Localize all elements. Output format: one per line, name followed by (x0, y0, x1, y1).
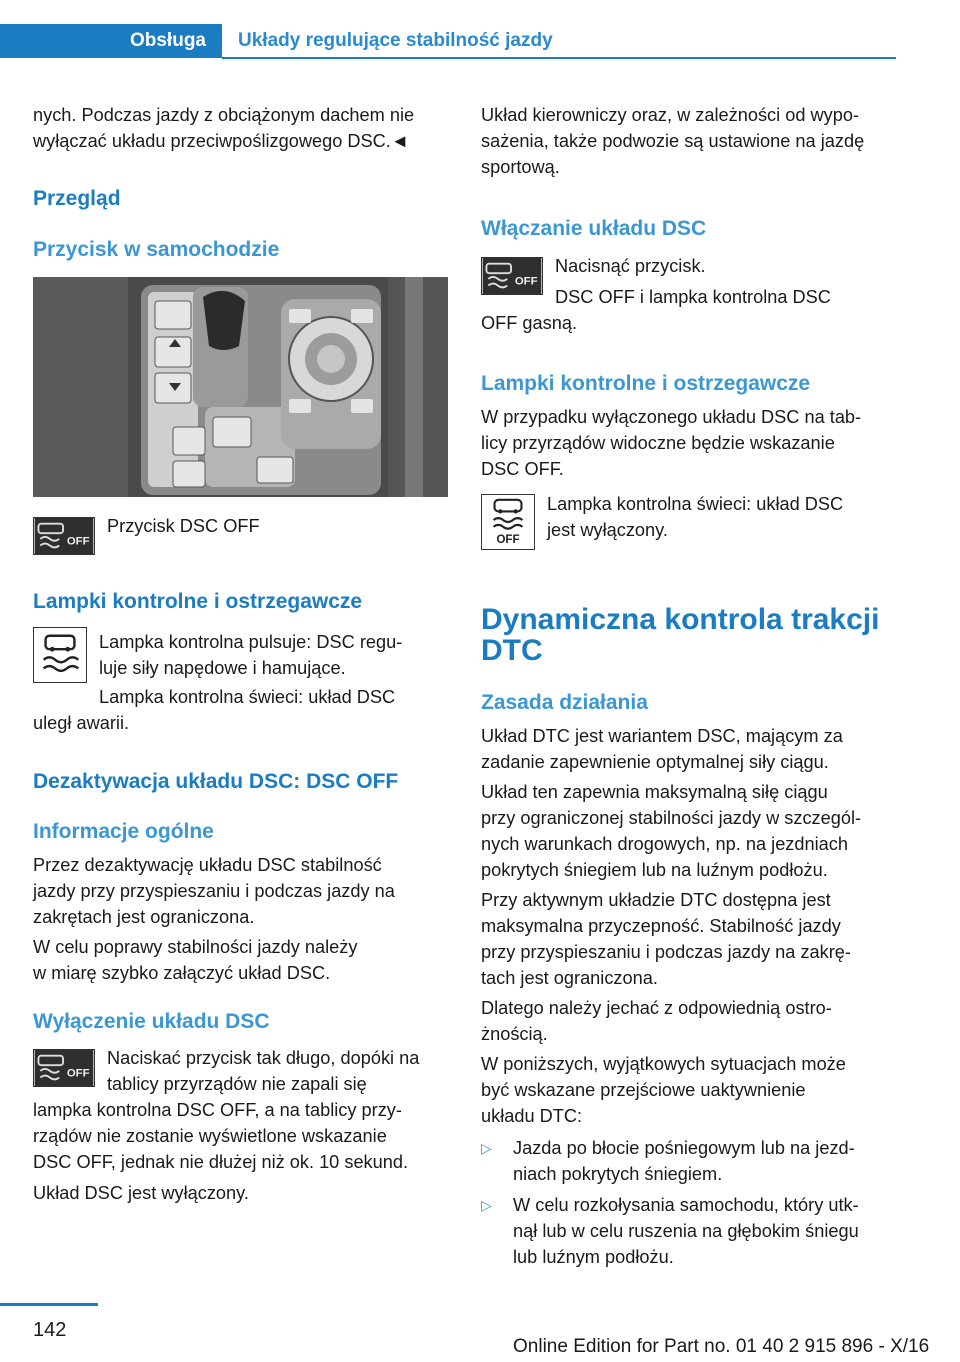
active-line-4: tach jest ograniczona. (481, 968, 658, 988)
lamp2-line-2: uległ awarii. (33, 713, 130, 733)
improve-line-1: W celu poprawy stabilności jazdy należy (33, 937, 358, 957)
dsc-off-button-icon (33, 517, 95, 555)
switch-off-line-1: Naciskać przycisk tak długo, dopóki na (107, 1048, 420, 1068)
switch-off-line-4: rządów nie zostanie wyświetlone wskazanie (33, 1126, 387, 1146)
right-intro-line-2: sażenia, także podwozie są ustawione na jazdę (481, 131, 865, 151)
max-line-1: Układ ten zapewnia maksymalną siłę ciągu (481, 782, 828, 802)
page-number: 142 (33, 1319, 67, 1341)
active-line-1: Przy aktywnym układzie DTC dostępna jest (481, 890, 831, 910)
heading-lamps-left: Lampki kontrolne i ostrzegawcze (33, 590, 363, 613)
header-rule (222, 57, 896, 59)
lamps-right-line-2: licy przyrządów widoczne będzie wskazanie (481, 433, 835, 453)
lamps-right-line-1: W przypadku wyłączonego układu DSC na tab‐ (481, 407, 862, 427)
dsc-off-button-icon (33, 1049, 95, 1087)
active-line-2: maksymalna przyczepność. Stabilność jazdy (481, 916, 841, 936)
svg-text:OFF: OFF (514, 275, 538, 288)
heading-overview: Przegląd (33, 187, 121, 210)
bullet-triangle-icon: ▷ (481, 1197, 492, 1213)
situations-line-3: układu DTC: (481, 1106, 583, 1126)
heading-dtc-line-2: DTC (481, 634, 543, 667)
principle-line-1: Układ DTC jest wariantem DSC, mającym za (481, 726, 843, 746)
max-line-3: nych warunkach drogowych, np. na jezdniach (481, 834, 849, 854)
general-line-3: zakrętach jest ograniczona. (33, 907, 255, 927)
intro-line-2: wyłączać układu przeciwpoślizgowego DSC.◄ (33, 131, 409, 151)
section-tab: Obsługa (0, 24, 222, 58)
switch-on-result-line-1: DSC OFF i lampka kontrolna DSC (555, 287, 831, 307)
switch-off-line-3: lampka kontrolna DSC OFF, a na tablicy przy‐ (33, 1100, 402, 1120)
console-photo (33, 277, 448, 497)
dsc-lamp-icon (33, 627, 87, 683)
footer-rule (0, 1303, 98, 1306)
heading-switch-on: Włączanie układu DSC (481, 217, 707, 240)
active-line-3: przy przyspieszaniu i podczas jazdy na zakrę‐ (481, 942, 851, 962)
lamp1-line-2: luje siły napędowe i hamujące. (99, 658, 346, 678)
max-line-2: przy ograniczonej stabilności jazdy w szczegól‐ (481, 808, 862, 828)
heading-switch-off: Wyłączenie układu DSC (33, 1010, 270, 1033)
switched-off-note: Układ DSC jest wyłączony. (33, 1183, 249, 1203)
svg-text:OFF: OFF (66, 535, 90, 548)
heading-lamps-right: Lampki kontrolne i ostrzegawcze (481, 372, 811, 395)
bullet2-line-3: lub luźnym podłożu. (513, 1247, 674, 1267)
heading-principle: Zasada działania (481, 691, 648, 714)
chapter-title: Układy regulujące stabilność jazdy (238, 30, 553, 51)
edition-note: Online Edition for Part no. 01 40 2 915 896 - X/16 (513, 1336, 930, 1357)
dsc-off-lamp-icon (481, 494, 535, 550)
principle-line-2: zadanie zapewnienie optymalnej siły ciągu. (481, 752, 829, 772)
lamp-on-line-1: Lampka kontrolna świeci: układ DSC (547, 494, 844, 514)
heading-dtc-line-1: Dynamiczna kontrola trakcji (481, 603, 880, 636)
lamp1-line-1: Lampka kontrolna pulsuje: DSC regu‐ (99, 632, 403, 652)
switch-on-press: Nacisnąć przycisk. (555, 256, 706, 276)
improve-line-2: w miarę szybko załączyć układ DSC. (33, 963, 331, 983)
intro-line-1: nych. Podczas jazdy z obciążonym dachem nie (33, 105, 415, 125)
right-intro-line-3: sportową. (481, 157, 560, 177)
care-line-1: Dlatego należy jechać z odpowiednią ostro‐ (481, 998, 832, 1018)
switch-on-result-line-2: OFF gasną. (481, 313, 578, 333)
bullet-triangle-icon: ▷ (481, 1140, 492, 1156)
heading-button-in-car: Przycisk w samochodzie (33, 238, 280, 261)
bullet2-line-2: nął lub w celu ruszenia na głębokim śniegu (513, 1221, 859, 1241)
switch-off-line-2: tablicy przyrządów nie zapali się (107, 1074, 367, 1094)
situations-line-2: być wskazane przejściowe uaktywnienie (481, 1080, 806, 1100)
max-line-4: pokrytych śniegiem lub na luźnym podłożu. (481, 860, 828, 880)
dsc-off-button-icon (481, 257, 543, 295)
page-header (0, 0, 896, 64)
care-line-2: żnością. (481, 1024, 548, 1044)
svg-text:OFF: OFF (66, 1067, 90, 1080)
heading-general-info: Informacje ogólne (33, 820, 214, 843)
bullet1-line-2: niach pokrytych śniegiem. (513, 1164, 723, 1184)
bullet2-line-1: W celu rozkołysania samochodu, który utk‐ (513, 1195, 859, 1215)
lamp2-line-1: Lampka kontrolna świeci: układ DSC (99, 687, 396, 707)
situations-line-1: W poniższych, wyjątkowych sytuacjach może (481, 1054, 846, 1074)
switch-off-line-5: DSC OFF, jednak nie dłużej niż ok. 10 sekund. (33, 1152, 409, 1172)
general-line-1: Przez dezaktywację układu DSC stabilność (33, 855, 382, 875)
lamps-right-line-3: DSC OFF. (481, 459, 564, 479)
heading-deactivate: Dezaktywacja układu DSC: DSC OFF (33, 770, 399, 793)
button-caption: Przycisk DSC OFF (107, 516, 260, 536)
general-line-2: jazdy przy przyspieszaniu i podczas jazdy na (33, 881, 395, 901)
bullet1-line-1: Jazda po błocie pośniegowym lub na jezd‐ (513, 1138, 855, 1158)
lamp-on-line-2: jest wyłączony. (547, 520, 668, 540)
right-intro-line-1: Układ kierowniczy oraz, w zależności od wypo‐ (481, 105, 860, 125)
svg-text:OFF: OFF (496, 534, 520, 547)
